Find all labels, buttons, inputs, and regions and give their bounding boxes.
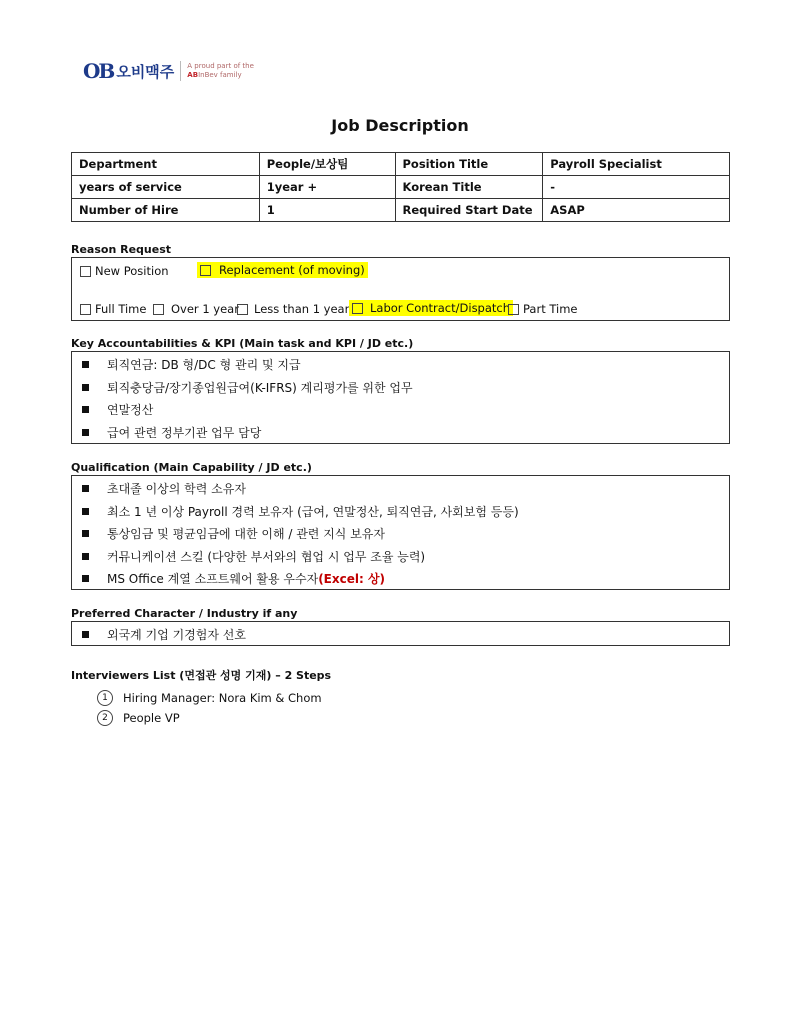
checkbox-part-time[interactable] [508,302,578,316]
list-item [97,710,180,726]
bullet-square-icon [82,429,89,436]
checkbox-icon[interactable] [237,304,248,315]
bullet-square-icon [82,553,89,560]
checkbox-icon[interactable] [200,265,211,276]
interviewers-label: Interviewers List (면접관 성명 기재) – 2 Steps [71,669,332,682]
checkbox-label: Full Time [95,302,147,316]
bullet-square-icon [82,631,89,638]
list-item: 커뮤니케이션 스킬 (다양한 부서와의 협업 시 업무 조율 능력) [80,548,425,565]
list-item: 통상임금 및 평균임금에 대한 이해 / 관련 지식 보유자 [80,525,385,542]
interviewer-text: People VP [123,711,180,725]
checkbox-icon[interactable] [153,304,164,315]
checkbox-over-1-year[interactable] [153,302,239,316]
checkbox-replacement[interactable] [197,262,368,278]
list-item: 퇴직연금: DB 형/DC 형 관리 및 지급 [80,356,301,373]
checkbox-icon[interactable] [80,266,91,277]
table-row [72,176,730,199]
table-cell: Number of Hire [72,199,260,222]
list-item: 초대졸 이상의 학력 소유자 [80,480,246,497]
logo-tagline [187,62,254,80]
table-cell: People/보상팀 [259,153,395,176]
table-cell: Department [72,153,260,176]
checkbox-label: New Position [95,264,169,278]
checkbox-label: Part Time [523,302,578,316]
bullet-square-icon [82,485,89,492]
table-cell: 1 [259,199,395,222]
table-cell: Payroll Specialist [543,153,730,176]
list-item: 연말정산 [80,401,153,418]
table-cell: ASAP [543,199,730,222]
checkbox-full-time[interactable] [80,302,146,316]
logo-tagline-brand: AB [187,71,199,79]
logo-tagline-rest: InBev family [198,71,242,79]
checkbox-less-than-1-year[interactable] [237,302,349,316]
checkbox-icon[interactable] [508,304,519,315]
list-item: MS Office 계열 소프트웨어 활용 우수자 (Excel: 상) [80,570,385,587]
bullet-square-icon [82,508,89,515]
reason-request-label: Reason Request [71,243,172,256]
checkbox-label: Labor Contract/Dispatch [370,301,511,315]
bullet-square-icon [82,361,89,368]
checkbox-label: Over 1 year [171,302,239,316]
checkbox-label: Replacement (of moving) [219,263,365,277]
checkbox-icon[interactable] [80,304,91,315]
company-logo [83,59,254,83]
checkbox-new-position[interactable] [80,264,169,278]
page-title: Job Description [331,116,469,135]
circled-number: 1 [97,690,113,706]
logo-ob-mark: OB [83,59,114,83]
excel-level-highlight: (Excel: 상) [318,572,386,586]
bullet-square-icon [82,384,89,391]
logo-tagline-line1: A proud part of the [187,62,254,70]
job-info-table [71,152,730,222]
table-cell: Required Start Date [395,199,543,222]
bullet-square-icon [82,406,89,413]
checkbox-icon[interactable] [352,303,363,314]
bullet-square-icon [82,530,89,537]
interviewer-text: Hiring Manager: Nora Kim & Chom [123,691,322,705]
table-cell: Korean Title [395,176,543,199]
list-item: 최소 1 년 이상 Payroll 경력 보유자 (급여, 연말정산, 퇴직연금, 사회보험 등등) [80,503,519,520]
logo-divider [180,61,181,81]
list-item: 외국계 기업 기경험자 선호 [80,626,246,643]
table-row [72,153,730,176]
preferred-label: Preferred Character / Industry if any [71,607,298,620]
qualification-label: Qualification (Main Capability / JD etc.) [71,461,312,474]
table-cell: Position Title [395,153,543,176]
table-cell: - [543,176,730,199]
checkbox-label: Less than 1 year [254,302,350,316]
circled-number: 2 [97,710,113,726]
list-item: 퇴직충당금/장기종업원급여(K-IFRS) 계리평가를 위한 업무 [80,379,413,396]
accountabilities-label: Key Accountabilities & KPI (Main task and KPI / JD etc.) [71,337,414,350]
checkbox-labor-contract[interactable] [349,300,513,316]
table-cell: 1year + [259,176,395,199]
list-item: 급여 관련 정부기관 업무 담당 [80,424,261,441]
logo-korean-name: 오비맥주 [116,62,175,81]
table-cell: years of service [72,176,260,199]
table-row [72,199,730,222]
bullet-square-icon [82,575,89,582]
list-item [97,690,322,706]
